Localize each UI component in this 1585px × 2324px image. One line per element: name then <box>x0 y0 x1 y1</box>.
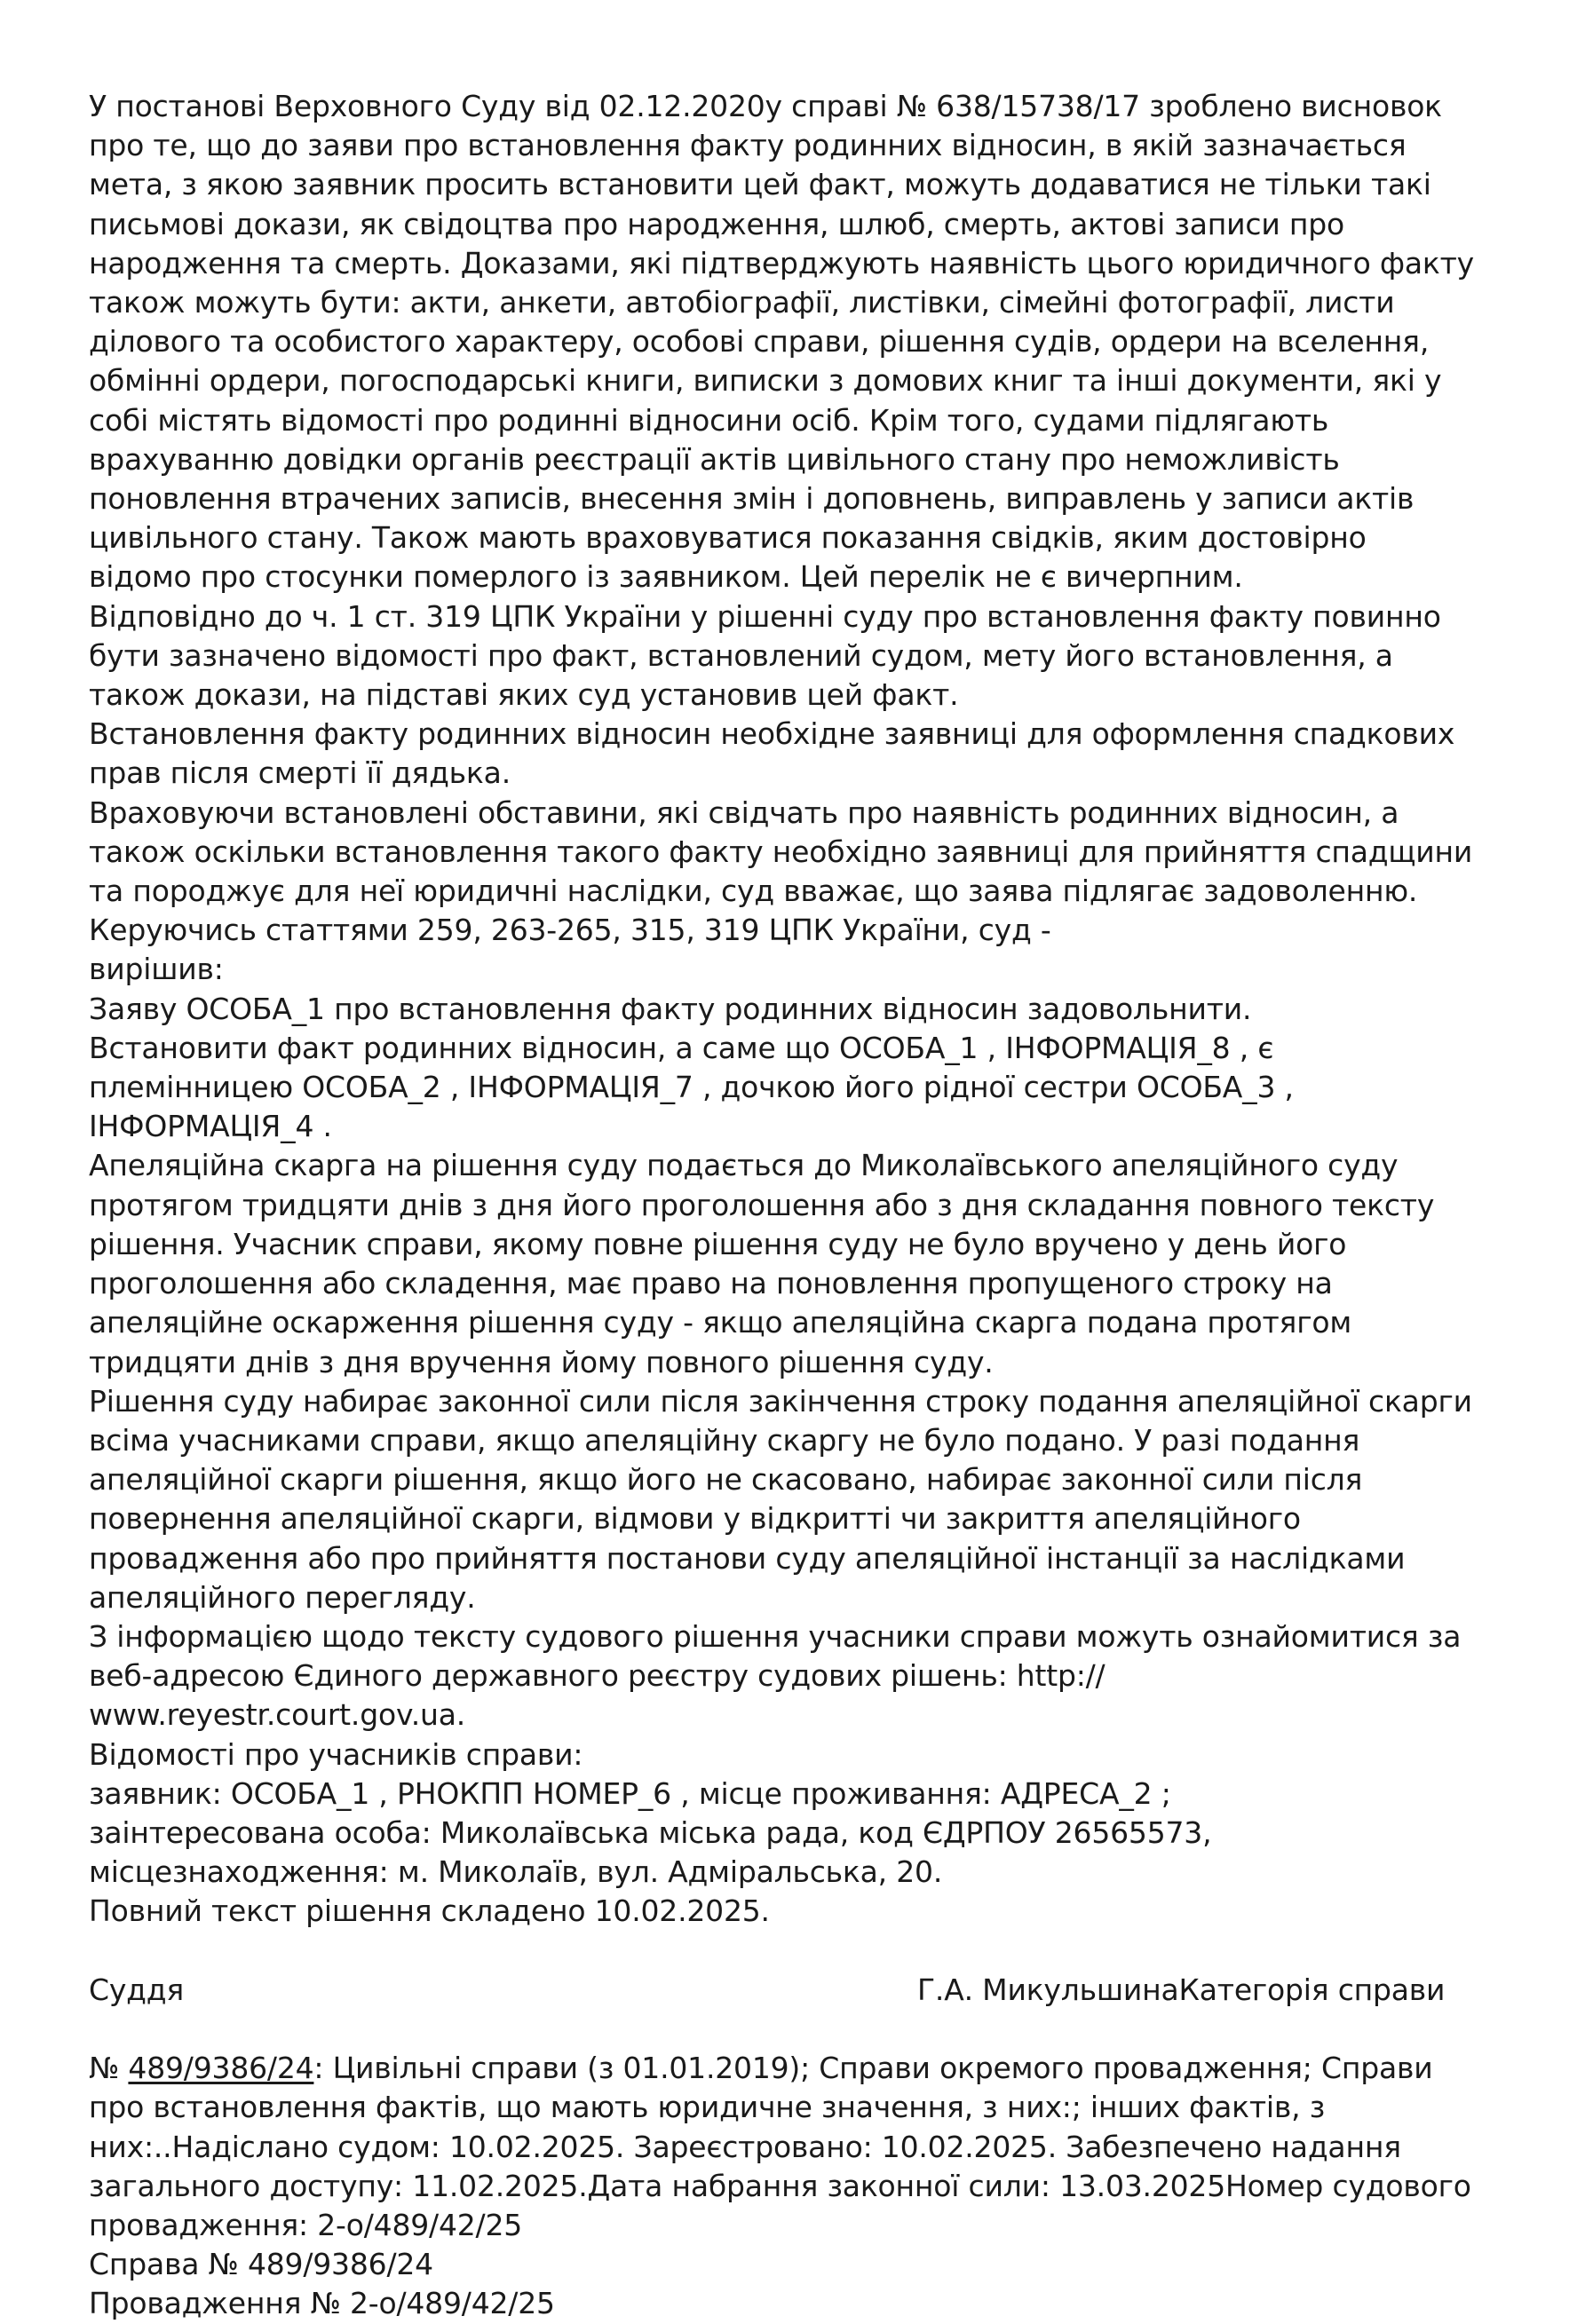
document-body <box>89 87 1545 2324</box>
text-line: заявник: ОСОБА_1 , РНОКПП НОМЕР_6 , місце проживання: АДРЕСА_2 ; <box>89 1775 1171 1811</box>
text-line: відомо про стосунки померлого із заявником. Цей перелік не є вичерпним. <box>89 559 1243 595</box>
text-line: www.reyestr.court.gov.ua. <box>89 1697 466 1733</box>
text-line: Враховуючи встановлені обставини, які свідчать про наявність родинних відносин, а <box>89 794 1399 830</box>
judge-name: Г.А. Микульшина <box>917 1972 1179 2007</box>
text-line: апеляційне оскарження рішення суду - якщо апеляційна скарга подана протягом <box>89 1305 1352 1340</box>
text-line: про те, що до заяви про встановлення факту родинних відносин, в якій зазначається <box>89 128 1407 163</box>
text-line: тридцяти днів з дня вручення йому повного рішення суду. <box>89 1344 994 1379</box>
text-line: також оскільки встановлення такого факту необхідно заявниці для прийняття спадщини <box>89 834 1473 869</box>
text-line: також докази, на підставі яких суд установив цей факт. <box>89 677 959 713</box>
judge-label: Суддя <box>89 1972 185 2007</box>
metadata-line: провадження: 2-о/489/42/25 <box>89 2207 523 2242</box>
text-line: також можуть бути: акти, анкети, автобіографії, листівки, сімейні фотографії, листи <box>89 285 1395 320</box>
text-line: Відповідно до ч. 1 ст. 319 ЦПК України у рішенні суду про встановлення факту повинно <box>89 598 1441 634</box>
text-line: У постанові Верховного Суду від 02.12.2020у справі № 638/15738/17 зроблено висновок <box>89 89 1442 123</box>
text-line: врахуванню довідки органів реєстрації актів цивільного стану про неможливість <box>89 441 1340 477</box>
text-line: рішення. Учасник справи, якому повне рішення суду не було вручено у день його <box>89 1226 1347 1261</box>
metadata-line: них:..Надіслано судом: 10.02.2025. Зареєстровано: 10.02.2025. Забезпечено надання <box>89 2129 1401 2164</box>
text-line: обмінні ордери, погосподарські книги, виписки з домових книг та інші документи, які у <box>89 363 1442 399</box>
text-line: вирішив: <box>89 952 224 987</box>
text-line: Рішення суду набирає законної сили після закінчення строку подання апеляційної скарги <box>89 1383 1472 1419</box>
text-line: мета, з якою заявник просить встановити цей факт, можуть додаватися не тільки такі <box>89 167 1431 202</box>
category-label: Категорія справи <box>1178 1972 1446 2007</box>
case-number-link[interactable]: 489/9386/24 <box>128 2051 314 2086</box>
text-line: проголошення або складення, має право на поновлення пропущеного строку на <box>89 1266 1333 1301</box>
text-line: та породжує для неї юридичні наслідки, суд вважає, що заява підлягає задоволенню. <box>89 873 1418 909</box>
text-line: Встановити факт родинних відносин, а саме що ОСОБА_1 , ІНФОРМАЦІЯ_8 , є <box>89 1030 1274 1065</box>
metadata-line: загального доступу: 11.02.2025.Дата набрання законної сили: 13.03.2025Номер судового <box>89 2168 1471 2203</box>
metadata-line: Справа № 489/9386/24 <box>89 2247 433 2282</box>
text-line: апеляційної скарги рішення, якщо його не скасовано, набирає законної сили після <box>89 1462 1363 1498</box>
decision-text <box>89 87 1545 1932</box>
text-line: бути зазначено відомості про факт, встановлений судом, мету його встановлення, а <box>89 637 1393 673</box>
text-line: цивільного стану. Також мають враховуватися показання свідків, яким достовірно <box>89 520 1367 556</box>
text-line: Встановлення факту родинних відносин необхідне заявниці для оформлення спадкових <box>89 716 1455 752</box>
text-line: З інформацією щодо тексту судового рішення учасники справи можуть ознайомитися за <box>89 1618 1462 1654</box>
text-line: веб-адресою Єдиного державного реєстру судових рішень: http:// <box>89 1658 1106 1694</box>
case-prefix: № <box>89 2051 129 2086</box>
text-line: поновлення втрачених записів, внесення змін і доповнень, виправлень у записи актів <box>89 481 1415 517</box>
decision-metadata <box>89 2088 1545 2323</box>
metadata-line: про встановлення фактів, що мають юридичне значення, з них:; інших фактів, з <box>89 2090 1326 2125</box>
text-line: місцезнаходження: м. Миколаїв, вул. Адміральська, 20. <box>89 1854 943 1890</box>
text-line: всіма учасниками справи, якщо апеляційну скаргу не було подано. У разі подання <box>89 1422 1360 1458</box>
text-line: письмові докази, як свідоцтва про народження, шлюб, смерть, актові записи про <box>89 206 1344 241</box>
text-line: повернення апеляційної скарги, відмови у відкритті чи закриття апеляційного <box>89 1501 1301 1537</box>
text-line: Заяву ОСОБА_1 про встановлення факту родинних відносин задовольнити. <box>89 991 1252 1026</box>
text-line: протягом тридцяти днів з дня його проголошення або з дня складання повного тексту <box>89 1187 1435 1222</box>
text-line: племінницею ОСОБА_2 , ІНФОРМАЦІЯ_7 , дочкою його рідної сестри ОСОБА_3 , <box>89 1070 1294 1105</box>
text-line: народження та смерть. Доказами, які підтверджують наявність цього юридичного факту <box>89 245 1475 281</box>
text-line: ІНФОРМАЦІЯ_4 . <box>89 1109 332 1144</box>
text-line: Керуючись статтями 259, 263-265, 315, 319 ЦПК України, суд - <box>89 913 1051 948</box>
metadata-line: Провадження № 2-о/489/42/25 <box>89 2286 555 2321</box>
text-line: Апеляційна скарга на рішення суду подається до Миколаївського апеляційного суду <box>89 1148 1399 1183</box>
text-line: апеляційного перегляду. <box>89 1579 476 1615</box>
case-category-line <box>89 2049 1545 2088</box>
judge-line <box>89 1932 1545 2050</box>
text-line: ділового та особистого характеру, особові справи, рішення судів, ордери на вселення, <box>89 324 1430 360</box>
case-category-text: : Цивільні справи (з 01.01.2019); Справи окремого провадження; Справи <box>313 2051 1433 2086</box>
text-line: прав після смерті її дядька. <box>89 755 511 791</box>
text-line: Відомості про учасників справи: <box>89 1736 583 1772</box>
text-line: провадження або про прийняття постанови суду апеляційної інстанції за наслідками <box>89 1540 1406 1576</box>
text-line: заінтересована особа: Миколаївська міська рада, код ЄДРПОУ 26565573, <box>89 1814 1212 1850</box>
text-line: собі містять відомості про родинні відносини осіб. Крім того, судами підлягають <box>89 402 1329 438</box>
text-line: Повний текст рішення складено 10.02.2025. <box>89 1893 770 1929</box>
